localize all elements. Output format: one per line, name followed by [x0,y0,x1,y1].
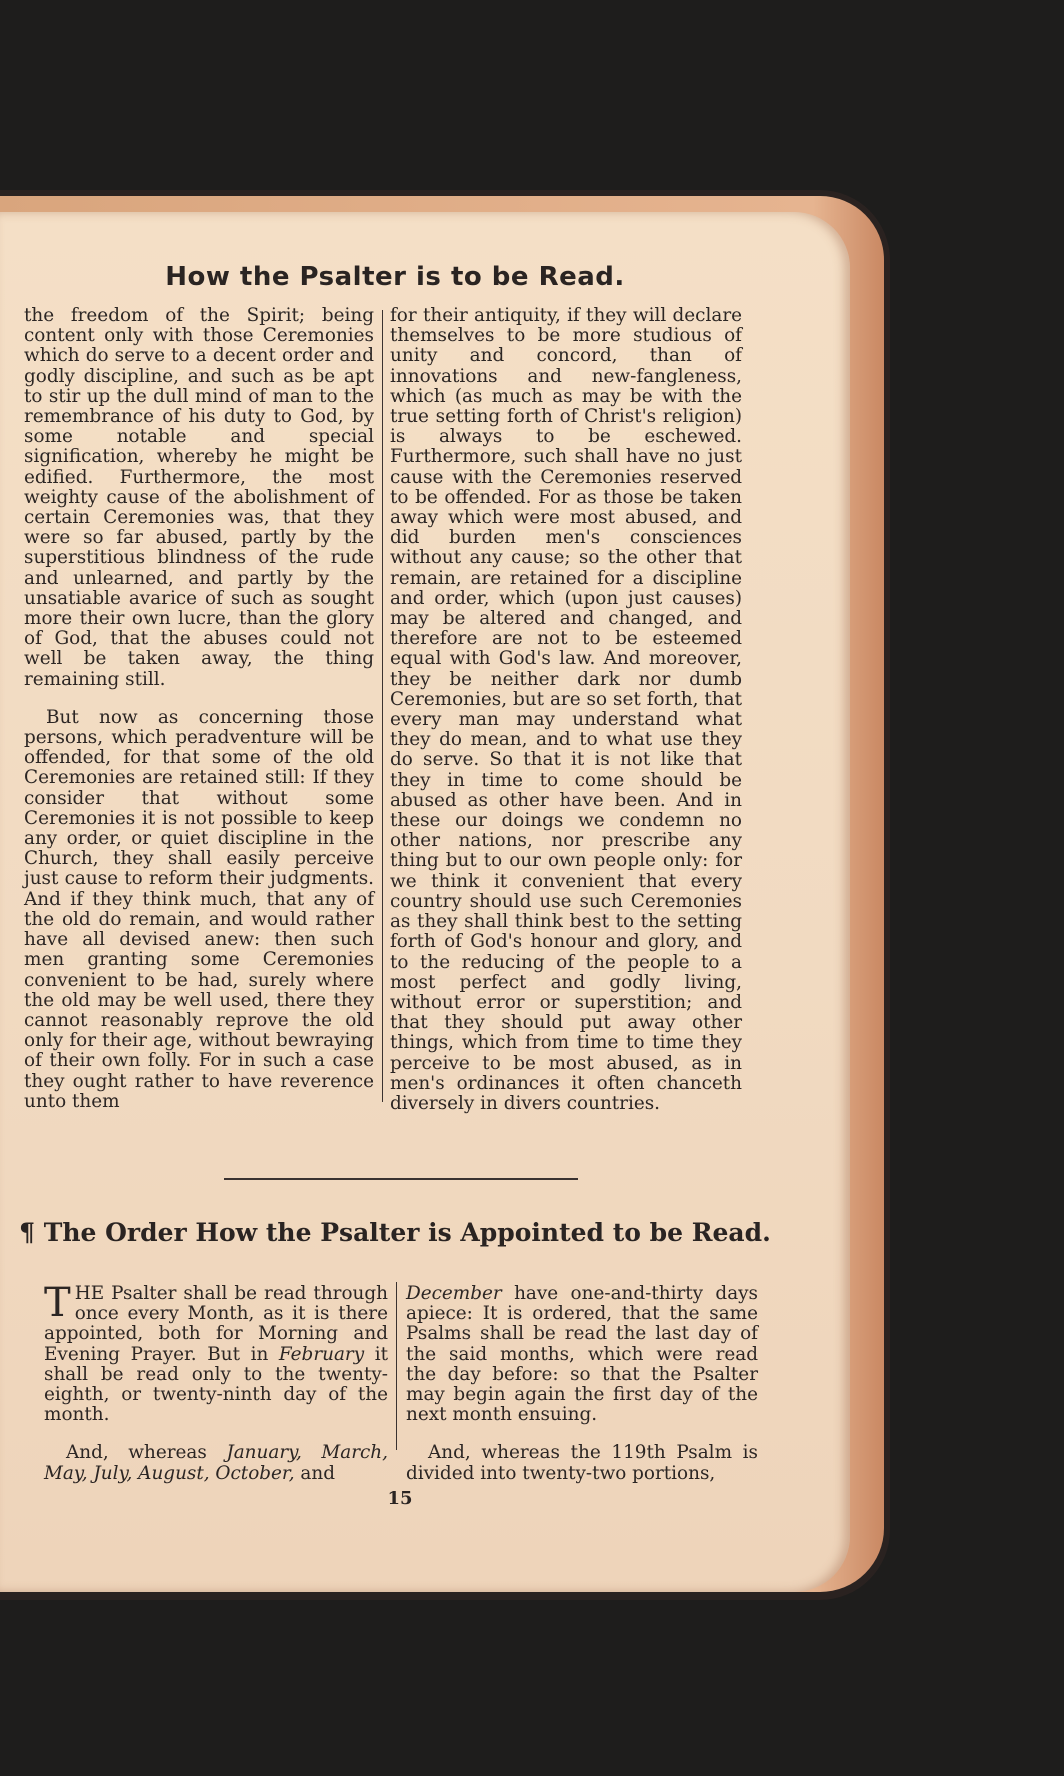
section-text: it shall be read only to the twenty-eighth, or twenty-ninth day of the month. [44,1343,388,1426]
column-divider [382,310,383,1102]
section-left-paragraph-2 [44,1443,388,1483]
section-right-column [406,1284,758,1484]
section-rule [224,1178,578,1180]
page-number: 15 [387,1488,413,1509]
section-text: And, whereas [66,1442,227,1464]
section-left-column [44,1280,388,1484]
section-column-divider [396,1282,397,1450]
left-paragraph-2: But now as concerning those persons, which peradventure will be offended, for that some of the old Ceremonies are retained still: If they consider that without some Ceremonies it is not possible to keep any order, or quiet discipline in the Church, they shall easily perceive just cause to reform their judgments. And if they think much, that any of the old do remain, and would rather have all devised anew: then such men granting some Ceremonies convenient to be had, surely where the old may be well used, there they cannot reasonably reprove the old only for their age, without bewraying of their own folly. For in such a case they ought rather to have reverence unto them [24,706,374,1112]
month-february: February [278,1343,365,1365]
section-title: ¶ The Order How the Psalter is Appointed to be Read. [19,1218,771,1247]
month-list: January, March, May, July, August, October, [44,1442,388,1484]
book-page [0,212,850,1592]
left-paragraph-1: the freedom of the Spirit; being content only with those Ceremonies which do serve to a decent order and godly discipline, and such as be apt to stir up the dull mind of man to the remembrance of his duty to God, by some notable and special signification, whereby he might be edified. Furthermore, the most weighty cause of the abolishment of certain Ceremonies was, that they were so far abused, partly by the superstitious blindness of the rude and unlearned, and partly by the unsatiable avarice of such as sought more their own lucre, than the glory of God, that the abuses could not well be taken away, the thing remaining still. [24,305,374,690]
section-left-paragraph-1 [44,1280,388,1426]
right-column [390,306,742,1114]
drop-cap: T [44,1280,71,1326]
right-paragraph-1: for their antiquity, if they will declare themselves to be more studious of unity and concord, than of innovations and new-fangleness, which (as much as may be with the true setting forth of Christ's religion) is always to be eschewed. Furthermore, such shall have no just cause with the Ceremonies reserved to be offended. For as those be taken away which were most abused, and did burden men's consciences without any cause; so the other that remain, are retained for a discipline and order, which (upon just causes) may be altered and changed, and therefore are not to be esteemed equal with God's law. And moreover, they be neither dark nor dumb Ceremonies, but are so set forth, that every man may understand what they do mean, and to what use they do serve. So that it is not like that they in time to come should be abused as other have been. And in these our doings we condemn no other nations, nor prescribe any thing but to our own people only: for we think it convenient that every country should use such Ceremonies as they shall think best to the setting forth of God's honour and glory, and to the reducing of the people to a most perfect and godly living, without error or superstition; and that they should put away other things, which from time to time they perceive to be most abused, as in men's ordinances it often chanceth diversely in divers countries. [390,305,742,1114]
section-text: and [294,1462,335,1484]
section-text: HE Psalter shall be read through once every Month, as it is there appointed, both for Morning and Evening Prayer. But in [44,1283,388,1365]
section-text: have one-and-thirty days apiece: It is ordered, that the same Psalms shall be read the last day of the said months, which were read the day before: so that the Psalter may begin again the first day of the next month ensuing. [406,1283,758,1426]
left-column [24,306,374,1112]
section-right-paragraph-1 [406,1284,758,1425]
month-december: December [406,1283,502,1304]
section-right-paragraph-2: And, whereas the 119th Psalm is divided into twenty-two portions, [406,1442,758,1484]
page-title: How the Psalter is to be Read. [165,262,625,292]
